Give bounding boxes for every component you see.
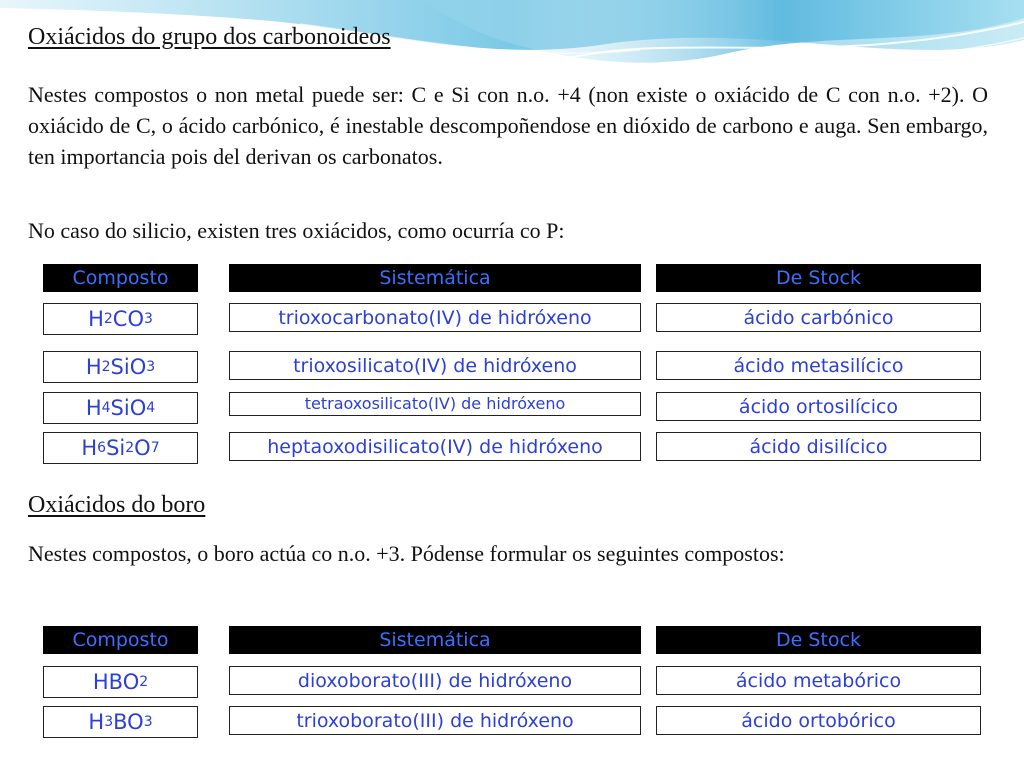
- formula-cell: H 2 CO 3: [43, 303, 198, 335]
- header-sistematica: Sistemática: [229, 264, 641, 292]
- stock-cell: ácido disilícico: [656, 432, 981, 461]
- stock-cell: ácido carbónico: [656, 303, 981, 332]
- formula-cell: H 2 SiO 3: [43, 351, 198, 383]
- header-composto: Composto: [43, 264, 198, 292]
- formula-cell: H 4 SiO 4: [43, 392, 198, 424]
- formula-cell: H 3 BO 3: [43, 706, 198, 738]
- sistematica-cell: dioxoborato(III) de hidróxeno: [229, 666, 641, 695]
- paragraph-boro-intro: Nestes compostos, o boro actúa co n.o. +3. Pódense formular os seguintes compostos:: [28, 541, 785, 566]
- paragraph-carbonoideos-intro: Nestes compostos o non metal puede ser: C e Si con n.o. +4 (non existe o oxiácido de C con n.o. +2). O oxiácido de C, o ácido carbónico, é inestable descompoñendose en dióxido de carbono e auga. Sen embargo, ten importancia pois del derivan os carbonatos.: [28, 82, 988, 169]
- stock-cell: ácido ortosilícico: [656, 392, 981, 421]
- sistematica-cell: trioxosilicato(IV) de hidróxeno: [229, 351, 641, 380]
- formula-cell: H 6 Si 2 O 7: [43, 432, 198, 464]
- section-title-carbonoideos: Oxiácidos do grupo dos carbonoideos: [28, 24, 391, 50]
- sistematica-cell: trioxoborato(III) de hidróxeno: [229, 706, 641, 735]
- sistematica-cell: trioxocarbonato(IV) de hidróxeno: [229, 303, 641, 332]
- header-sistematica: Sistemática: [229, 626, 641, 654]
- header-stock: De Stock: [656, 264, 981, 292]
- header-composto: Composto: [43, 626, 198, 654]
- section-title-boro: Oxiácidos do boro: [28, 492, 206, 518]
- sistematica-cell: heptaoxodisilicato(IV) de hidróxeno: [229, 432, 641, 461]
- paragraph-silicio-intro: No caso do silicio, existen tres oxiácidos, como ocurría co P:: [28, 218, 565, 243]
- sistematica-cell: tetraoxosilicato(IV) de hidróxeno: [229, 392, 641, 416]
- stock-cell: ácido ortobórico: [656, 706, 981, 735]
- header-stock: De Stock: [656, 626, 981, 654]
- formula-cell: HBO 2: [43, 666, 198, 698]
- stock-cell: ácido metasilícico: [656, 351, 981, 380]
- stock-cell: ácido metabórico: [656, 666, 981, 695]
